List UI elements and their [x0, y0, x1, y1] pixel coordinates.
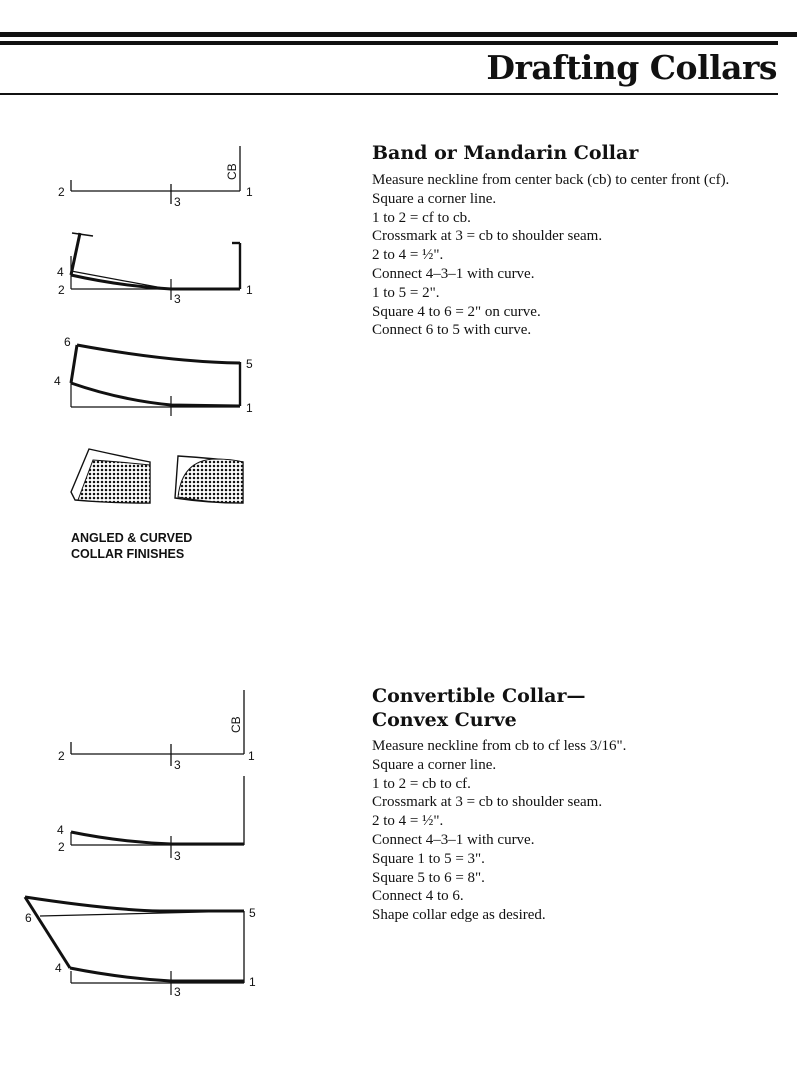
conv-step3-label-1: 1: [249, 975, 256, 989]
band-step: Crossmark at 3 = cb to shoulder seam.: [372, 228, 603, 245]
conv-step3-lines: [25, 897, 244, 995]
band-step2-label-3: 3: [174, 292, 181, 306]
band-step1-label-3: 3: [174, 195, 181, 209]
band-step: Square a corner line.: [372, 190, 497, 207]
conv-step1-label-1: 1: [248, 749, 255, 763]
band-step: 1 to 5 = 2".: [372, 284, 440, 301]
curved-finish-illustration: [175, 456, 243, 503]
band-step1-lines: [71, 146, 240, 204]
conv-step1-lines: [71, 690, 244, 766]
conv-step1-label-3: 3: [174, 758, 181, 772]
band-step: Connect 6 to 5 with curve.: [372, 322, 532, 339]
convertible-step: Square 1 to 5 = 3".: [372, 850, 485, 867]
band-step: Square 4 to 6 = 2" on curve.: [372, 303, 541, 320]
convertible-collar-heading: [372, 684, 586, 732]
caption-line: COLLAR FINISHES: [71, 547, 185, 561]
collar-finishes-caption: [71, 530, 192, 562]
convertible-step: Connect 4–3–1 with curve.: [372, 831, 535, 848]
convertible-collar-steps: [372, 737, 626, 925]
band-step2-label-1: 1: [246, 283, 253, 297]
conv-step3-label-4: 4: [55, 961, 62, 975]
conv-step2-label-2: 2: [58, 840, 65, 854]
convertible-heading-line: Convex Curve: [372, 709, 517, 731]
conv-step1-label-2: 2: [58, 749, 65, 763]
page-title: Drafting Collars: [486, 48, 777, 87]
angled-finish-illustration: [71, 449, 150, 503]
band-step2-label-2: 2: [58, 283, 65, 297]
convertible-step: Shape collar edge as desired.: [372, 907, 546, 924]
band-step3-label-4: 4: [54, 374, 61, 388]
band-step: Measure neckline from center back (cb) to center front (cf).: [372, 172, 730, 188]
band-step3-label-6: 6: [64, 335, 71, 349]
band-step2-lines: [71, 233, 240, 300]
convertible-step: Connect 4 to 6.: [372, 888, 464, 905]
convertible-step: Crossmark at 3 = cb to shoulder seam.: [372, 794, 603, 811]
band-step: 1 to 2 = cf to cb.: [372, 209, 471, 226]
conv-step2-lines: [71, 776, 244, 858]
convertible-step: 1 to 2 = cb to cf.: [372, 775, 471, 792]
band-step1-label-1: 1: [246, 185, 253, 199]
convertible-step: Square a corner line.: [372, 756, 497, 773]
band-step1-label-cb: CB: [225, 163, 239, 180]
convertible-heading-line: Convertible Collar—: [372, 685, 586, 707]
band-step3-lines: [71, 345, 240, 416]
band-step: Connect 4–3–1 with curve.: [372, 265, 535, 282]
conv-step3-label-3: 3: [174, 985, 181, 999]
caption-line: ANGLED & CURVED: [71, 531, 193, 545]
conv-step1-label-cb: CB: [229, 716, 243, 733]
convertible-step: 2 to 4 = ½".: [372, 813, 444, 830]
band-step1-label-2: 2: [58, 185, 65, 199]
band-step2-label-4: 4: [57, 265, 64, 279]
band-collar-heading: Band or Mandarin Collar: [372, 142, 639, 164]
convertible-step: Measure neckline from cb to cf less 3/16".: [372, 738, 627, 754]
band-step3-label-1: 1: [246, 401, 253, 415]
band-step3-label-5: 5: [246, 357, 253, 371]
conv-step2-label-4: 4: [57, 823, 64, 837]
band-step: 2 to 4 = ½".: [372, 247, 444, 264]
conv-step2-label-3: 3: [174, 849, 181, 863]
conv-step3-label-5: 5: [249, 906, 256, 920]
conv-step3-label-6: 6: [25, 911, 32, 925]
convertible-step: Square 5 to 6 = 8".: [372, 869, 485, 886]
